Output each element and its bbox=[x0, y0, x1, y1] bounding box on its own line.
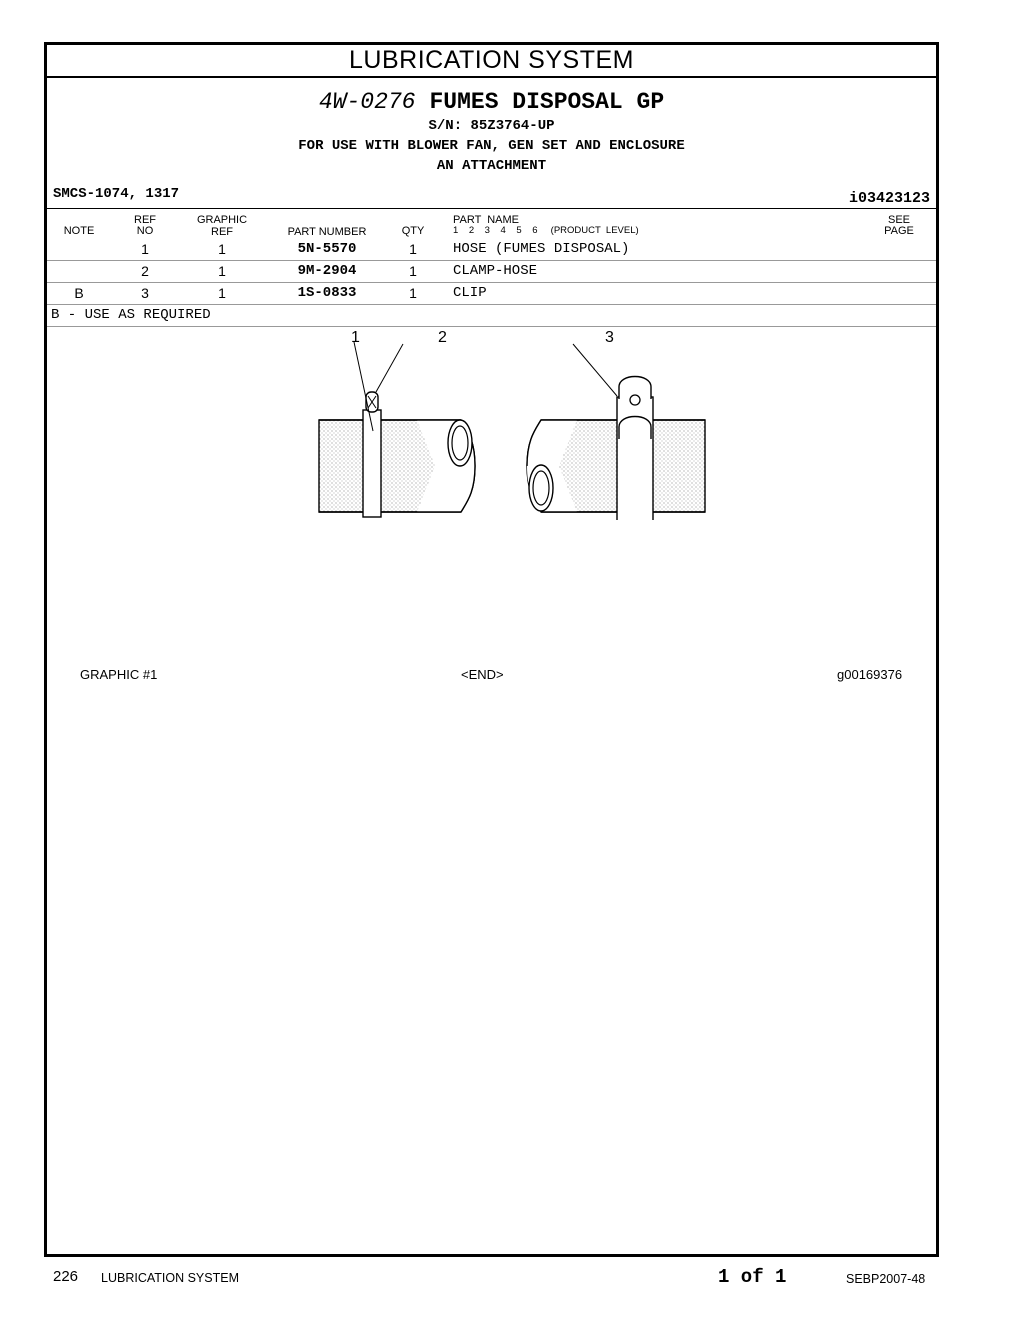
row-3-part-number: 1S-0833 bbox=[297, 285, 357, 301]
group-name: FUMES DISPOSAL GP bbox=[429, 89, 665, 115]
page-number: 226 bbox=[53, 1268, 79, 1285]
row-1-graphic-ref: 1 bbox=[218, 241, 226, 257]
callout-2: 2 bbox=[438, 330, 447, 346]
row-2-part-name: CLAMP-HOSE bbox=[453, 263, 538, 279]
illustration-id: i03423123 bbox=[848, 190, 930, 207]
page-count: 1 of 1 bbox=[718, 1266, 787, 1288]
col-part-number: PART NUMBER bbox=[287, 226, 367, 238]
row-1-part-number: 5N-5570 bbox=[297, 241, 357, 257]
document-id: SEBP2007-48 bbox=[846, 1272, 926, 1286]
row-2-qty: 1 bbox=[409, 263, 417, 279]
parts-illustration bbox=[315, 330, 710, 520]
hose-clamp bbox=[363, 392, 381, 517]
serial-number: S/N: 85Z3764-UP bbox=[428, 118, 555, 134]
page-frame bbox=[44, 42, 939, 1257]
notes-divider bbox=[47, 326, 936, 327]
col-see-top: SEE bbox=[887, 214, 910, 226]
row-3-qty: 1 bbox=[409, 285, 417, 301]
row-1-ref: 1 bbox=[141, 241, 149, 257]
group-part-number: 4W-0276 bbox=[318, 89, 416, 115]
row-3-part-name: CLIP bbox=[453, 285, 487, 301]
hose-left bbox=[319, 420, 475, 512]
section-title: LUBRICATION SYSTEM bbox=[47, 45, 936, 78]
row-divider bbox=[47, 260, 936, 261]
footer-section: LUBRICATION SYSTEM bbox=[101, 1271, 239, 1285]
col-qty: QTY bbox=[401, 225, 425, 237]
hose-right bbox=[527, 420, 705, 512]
end-marker: <END> bbox=[461, 667, 504, 682]
row-2-ref: 2 bbox=[141, 263, 149, 279]
attachment-line: AN ATTACHMENT bbox=[436, 158, 547, 174]
col-graphic-top: GRAPHIC bbox=[196, 214, 248, 226]
col-part-name: PART NAME bbox=[453, 214, 520, 226]
col-graphic-bottom: REF bbox=[211, 226, 233, 238]
row-divider bbox=[47, 282, 936, 283]
note-b: B - USE AS REQUIRED bbox=[51, 307, 211, 323]
row-3-note: B bbox=[74, 285, 84, 301]
graphic-label: GRAPHIC #1 bbox=[80, 667, 158, 682]
group-heading bbox=[47, 89, 936, 115]
col-ref-top: REF bbox=[134, 214, 156, 226]
smcs-codes: SMCS-1074, 1317 bbox=[53, 186, 180, 202]
clip bbox=[617, 377, 653, 521]
row-3-graphic-ref: 1 bbox=[218, 285, 226, 301]
callout-3: 3 bbox=[605, 330, 614, 346]
row-3-ref: 3 bbox=[141, 285, 149, 301]
row-1-part-name: HOSE (FUMES DISPOSAL) bbox=[453, 241, 630, 257]
col-see-bottom: PAGE bbox=[884, 225, 914, 237]
col-note: NOTE bbox=[63, 225, 95, 237]
col-ref-bottom: NO bbox=[136, 225, 154, 237]
col-product-levels: 1 2 3 4 5 6 (PRODUCT LEVEL) bbox=[453, 225, 639, 236]
row-1-qty: 1 bbox=[409, 241, 417, 257]
callout-1: 1 bbox=[351, 330, 360, 346]
table-top-rule bbox=[47, 208, 936, 209]
row-divider bbox=[47, 304, 936, 305]
row-2-part-number: 9M-2904 bbox=[297, 263, 357, 279]
graphic-id: g00169376 bbox=[837, 667, 903, 682]
usage-line: FOR USE WITH BLOWER FAN, GEN SET AND ENCLOSURE bbox=[298, 138, 685, 154]
row-2-graphic-ref: 1 bbox=[218, 263, 226, 279]
